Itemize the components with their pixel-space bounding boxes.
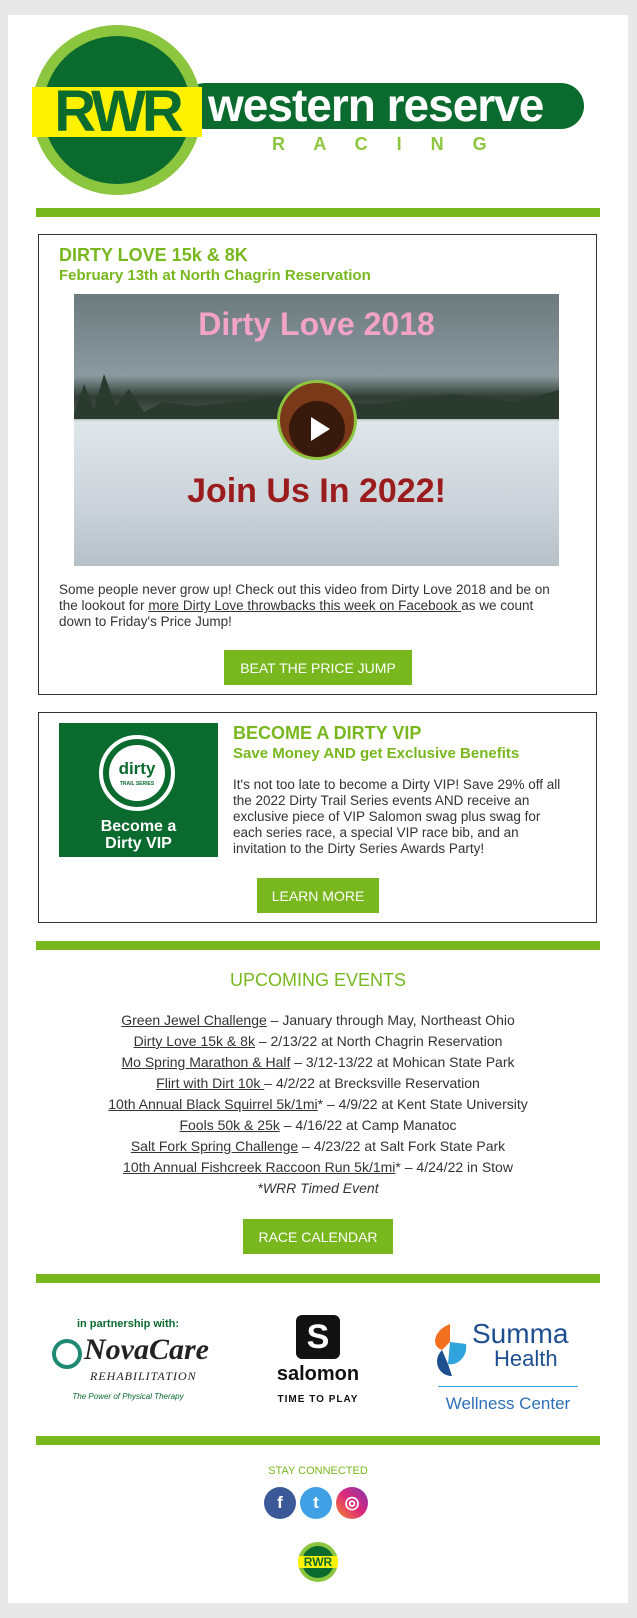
event-link[interactable]: Dirty Love 15k & 8k <box>133 1033 255 1049</box>
novacare-tag: in partnership with: <box>76 1318 180 1330</box>
facebook-icon[interactable]: f <box>264 1487 296 1519</box>
summa-mark-icon <box>428 1320 468 1382</box>
rwr-logo[interactable] <box>32 25 592 200</box>
footer-rwr-logo-text: RWR <box>303 1555 333 1569</box>
race-calendar-button[interactable]: RACE CALENDAR <box>243 1219 393 1254</box>
learn-more-button[interactable]: LEARN MORE <box>257 878 379 913</box>
vip-image[interactable] <box>59 723 218 857</box>
dirty-love-text-before: Some people never grow up! Check out this video from Dirty Love 2018 and be on the lookout for <box>59 582 550 613</box>
event-item: Flirt with Dirt 10k – 4/2/22 at Brecksville Reservation <box>156 1075 480 1091</box>
vip-title: BECOME A DIRTY VIP <box>233 723 422 743</box>
dirty-logo-text: dirty <box>118 759 156 778</box>
event-link[interactable]: Mo Spring Marathon & Half <box>121 1054 291 1070</box>
event-link[interactable]: Salt Fork Spring Challenge <box>130 1138 299 1154</box>
video-caption: Join Us In 2022! <box>187 472 446 510</box>
vip-image-line1: Become a <box>100 818 177 835</box>
logo-monogram: RWR <box>54 79 180 144</box>
event-item: Dirty Love 15k & 8k – 2/13/22 at North Chagrin Reservation <box>133 1033 503 1049</box>
play-triangle-icon <box>289 401 345 457</box>
logo-sub: R A C I N G <box>272 134 489 154</box>
instagram-icon[interactable]: ◎ <box>336 1487 368 1519</box>
dirty-love-text-after: as we count down to Friday's Price Jump! <box>59 598 534 629</box>
stay-connected-label: STAY CONNECTED <box>268 1465 368 1477</box>
summa-logo[interactable] <box>428 1302 588 1417</box>
novacare-name: NovaCare <box>84 1333 209 1366</box>
vip-text: It's not too late to become a Dirty VIP! Save 29% off all the 2022 Dirty Trail Series events AND receive an exclusive piece of VIP Salomon swag plus swag for each series race, a special VIP race bib, and an invitation to the Dirty Series Awards Party! <box>233 777 561 856</box>
event-item: Green Jewel Challenge – January through May, Northeast Ohio <box>121 1012 515 1028</box>
dirty-love-text <box>59 582 569 630</box>
salomon-logo[interactable] <box>248 1315 388 1410</box>
video-title: Dirty Love 2018 <box>198 306 435 342</box>
summa-sub: Wellness Center <box>445 1394 571 1413</box>
vip-subtitle: Save Money AND get Exclusive Benefits <box>233 745 520 762</box>
salomon-name: salomon <box>276 1363 360 1385</box>
dirty-love-subtitle: February 13th at North Chagrin Reservation <box>59 267 371 284</box>
dirty-love-section <box>38 234 597 695</box>
event-link[interactable]: Fools 50k & 25k <box>179 1117 280 1133</box>
divider <box>36 1436 600 1445</box>
events-title: UPCOMING EVENTS <box>229 970 407 990</box>
footer-rwr-logo[interactable] <box>298 1542 338 1582</box>
facebook-throwbacks-link[interactable]: more Dirty Love throwbacks this week on Facebook <box>148 598 462 613</box>
event-link[interactable]: Flirt with Dirt 10k <box>156 1075 265 1091</box>
logo-name: western reserve <box>208 79 544 131</box>
event-item: 10th Annual Fishcreek Raccoon Run 5k/1mi* – 4/24/22 in Stow <box>123 1159 513 1175</box>
vip-image-line2: Dirty VIP <box>105 835 172 852</box>
event-item: Salt Fork Spring Challenge – 4/23/22 at Salt Fork State Park <box>130 1138 506 1154</box>
dirty-love-title: DIRTY LOVE 15k & 8K <box>59 245 248 265</box>
novacare-logo[interactable] <box>48 1315 208 1405</box>
salomon-s-icon: S <box>296 1315 340 1359</box>
event-link[interactable]: Green Jewel Challenge <box>121 1012 267 1028</box>
beat-price-jump-button[interactable]: BEAT THE PRICE JUMP <box>224 650 412 685</box>
divider <box>36 1274 600 1283</box>
event-item: Mo Spring Marathon & Half – 3/12-13/22 at Mohican State Park <box>121 1054 515 1070</box>
event-link[interactable]: 10th Annual Fishcreek Raccoon Run 5k/1mi <box>123 1159 396 1175</box>
novacare-swirl-icon <box>52 1339 82 1369</box>
summa-divider <box>438 1386 578 1387</box>
event-link[interactable]: 10th Annual Black Squirrel 5k/1mi <box>108 1096 318 1112</box>
events-list <box>8 1010 628 1199</box>
divider <box>36 941 600 950</box>
novacare-tagline: The Power of Physical Therapy <box>72 1392 184 1401</box>
divider <box>36 208 600 217</box>
salomon-tagline: TIME TO PLAY <box>277 1394 359 1405</box>
dirty-logo-inner <box>109 745 165 801</box>
dirty-logo-icon <box>99 735 175 811</box>
twitter-icon[interactable]: t <box>300 1487 332 1519</box>
summa-name2: Health <box>494 1346 558 1371</box>
play-icon[interactable] <box>289 401 345 457</box>
email-body <box>8 15 628 1603</box>
vip-section <box>38 712 597 923</box>
video-thumbnail[interactable] <box>74 294 559 566</box>
event-item: Fools 50k & 25k – 4/16/22 at Camp Manatoc <box>179 1117 457 1133</box>
novacare-sub: REHABILITATION <box>90 1369 197 1383</box>
event-item: 10th Annual Black Squirrel 5k/1mi* – 4/9/22 at Kent State University <box>108 1096 528 1112</box>
dirty-logo-small: TRAIL SERIES <box>119 781 155 787</box>
timed-event-note: *WRR Timed Event <box>257 1180 379 1196</box>
summa-name1: Summa <box>472 1318 569 1349</box>
